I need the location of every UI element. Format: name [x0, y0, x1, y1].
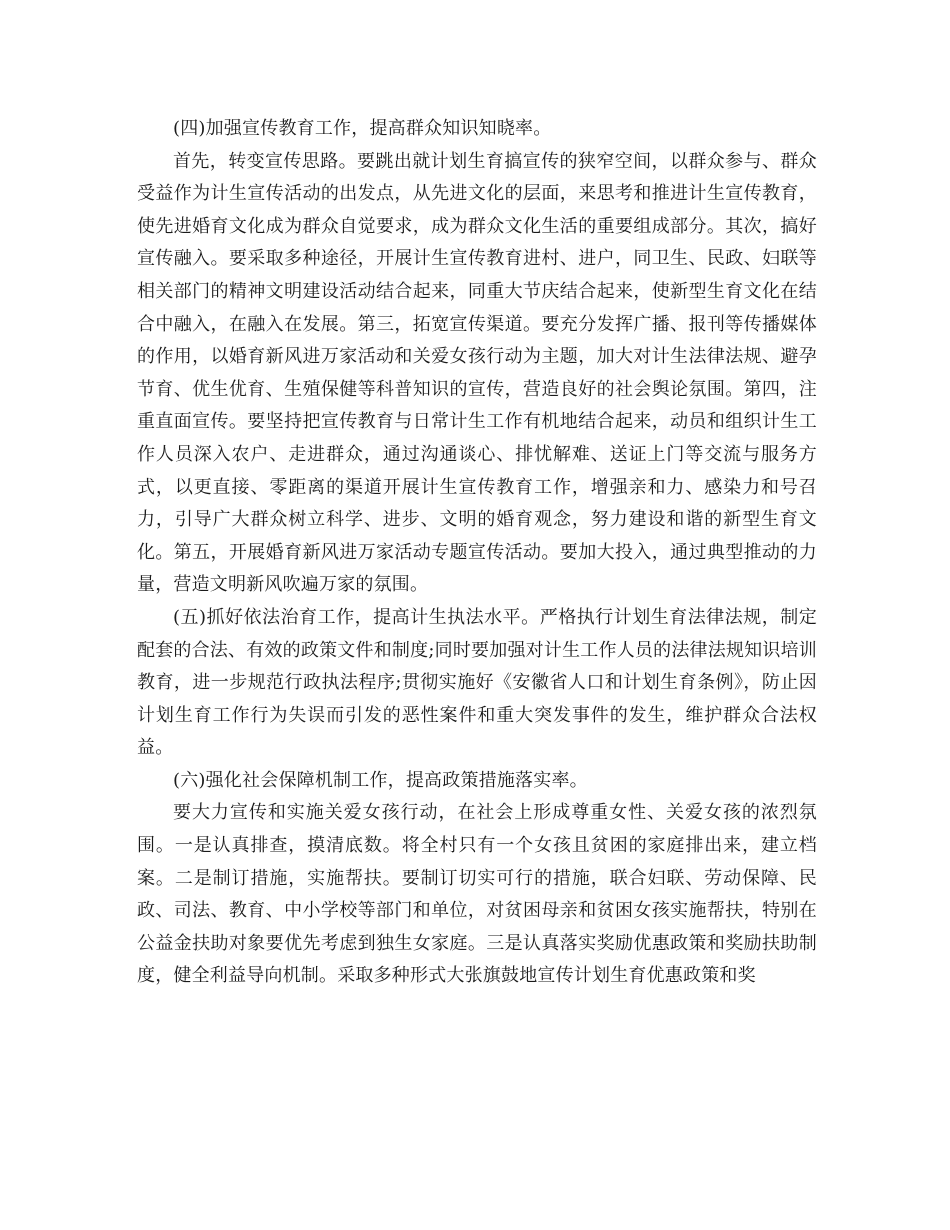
body-paragraph: 首先，转变宣传思路。要跳出就计划生育搞宣传的狭窄空间，以群众参与、群众受益作为计生宣传活动的出发点，从先进文化的层面，来思考和推进计生宣传教育，使先进婚育文化成为群众自觉要求，成为群众文化生活的重要组成部分。其次，搞好宣传融入。要采取多种途径，开展计生宣传教育进村、进户，同卫生、民政、妇联等相关部门的精神文明建设活动结合起来，同重大节庆结合起来，使新型生育文化在结合中融入，在融入在发展。第三，拓宽宣传渠道。要充分发挥广播、报刊等传播媒体的作用，以婚育新风进万家活动和关爱女孩行动为主题，加大对计生法律法规、避孕节育、优生优育、生殖保健等科普知识的宣传，营造良好的社会舆论氛围。第四，注重直面宣传。要坚持把宣传教育与日常计生工作有机地结合起来，动员和组织计生工作人员深入农户、走进群众，通过沟通谈心、排忧解难、送证上门等交流与服务方式，以更直接、零距离的渠道开展计生宣传教育工作，增强亲和力、感染力和号召力，引导广大群众树立科学、进步、文明的婚育观念，努力建设和谐的新型生育文化。第五，开展婚育新风进万家活动专题宣传活动。要加大投入，通过典型推动的力量，营造文明新风吹遍万家的氛围。: [137, 150, 817, 596]
section-paragraph-5: (五)抓好依法治育工作，提高计生执法水平。严格执行计划生育法律法规，制定配套的合法、有效的政策文件和制度;同时要加强对计生工作人员的法律法规知识培训教育，进一步规范行政执法程序;贯彻实施好《安徽省人口和计划生育条例》，防止因计划生育工作行为失误而引发的恶性案件和重大突发事件的发生，维护群众合法权益。: [137, 606, 817, 759]
section-heading-4: (四)加强宣传教育工作，提高群众知识知晓率。: [173, 118, 552, 139]
document-body: [137, 113, 817, 993]
body-paragraph: 要大力宣传和实施关爱女孩行动，在社会上形成尊重女性、关爱女孩的浓烈氛围。一是认真排查，摸清底数。将全村只有一个女孩且贫困的家庭排出来，建立档案。二是制订措施，实施帮扶。要制订切实可行的措施，联合妇联、劳动保障、民政、司法、教育、中小学校等部门和单位，对贫困母亲和贫困女孩实施帮扶，特别在公益金扶助对象要优先考虑到独生女家庭。三是认真落实奖励优惠政策和奖励扶助制度，健全利益导向机制。采取多种形式大张旗鼓地宣传计划生育优惠政策和奖: [137, 802, 817, 987]
section-heading-6: (六)强化社会保障机制工作，提高政策措施落实率。: [173, 769, 588, 791]
